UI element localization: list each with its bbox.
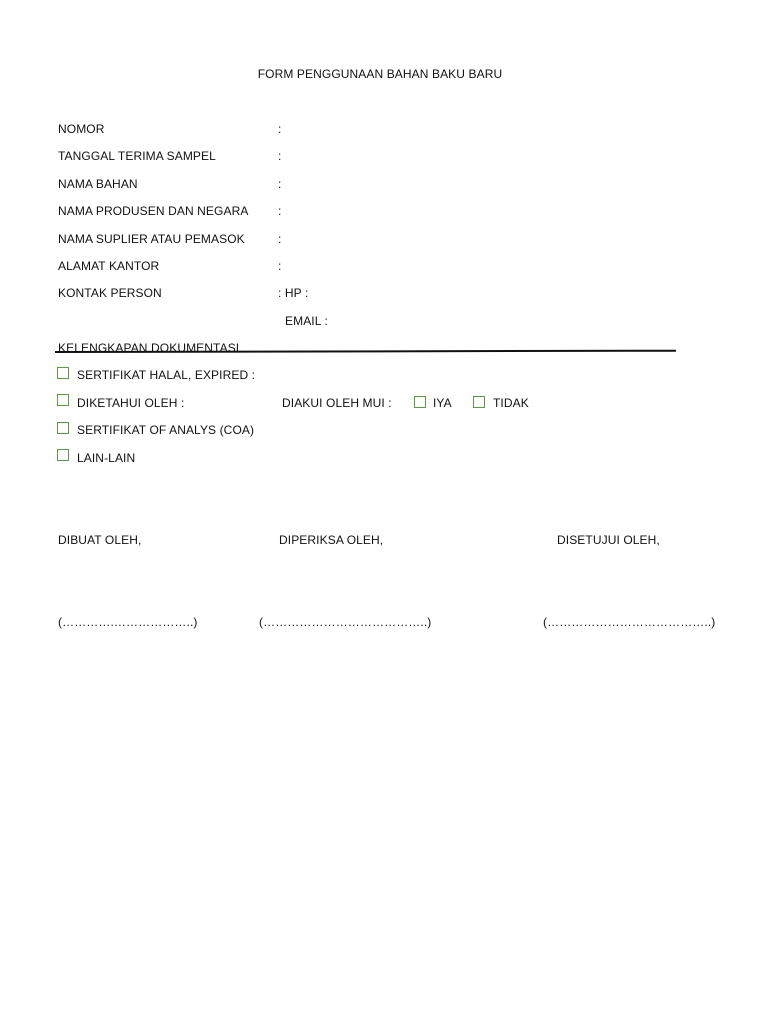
documentation-heading: KELENGKAPAN DOKUMENTASI: [58, 341, 240, 355]
section-divider: [55, 350, 676, 353]
signature-line-checked-by: (…………………………………..): [259, 615, 432, 629]
mui-yes-label: IYA: [433, 396, 452, 410]
others-checkbox[interactable]: [57, 449, 69, 461]
field-label-nama-produsen: NAMA PRODUSEN DAN NEGARA: [58, 204, 249, 218]
coa-checkbox[interactable]: [57, 422, 69, 434]
field-label-tanggal-terima-sampel: TANGGAL TERIMA SAMPEL: [58, 149, 216, 163]
halal-cert-label: SERTIFIKAT HALAL, EXPIRED :: [77, 368, 256, 382]
signature-line-approved-by: (…………………………………..): [543, 615, 716, 629]
field-label-nama-bahan: NAMA BAHAN: [58, 177, 138, 191]
mui-recognition-label: DIAKUI OLEH MUI :: [282, 396, 392, 410]
field-colon-nama-bahan: :: [278, 177, 282, 191]
mui-no-label: TIDAK: [493, 396, 529, 410]
signature-line-made-by: (………….………………..): [58, 615, 198, 629]
coa-label: SERTIFIKAT OF ANALYS (COA): [77, 423, 255, 437]
halal-cert-checkbox[interactable]: [57, 367, 69, 379]
known-by-checkbox[interactable]: [57, 394, 69, 406]
others-label: LAIN-LAIN: [77, 451, 136, 465]
mui-yes-checkbox[interactable]: [414, 396, 426, 408]
field-label-alamat-kantor: ALAMAT KANTOR: [58, 259, 160, 273]
known-by-label: DIKETAHUI OLEH :: [77, 396, 185, 410]
field-colon-nomor: :: [278, 122, 282, 136]
field-label-kontak-person: KONTAK PERSON: [58, 286, 162, 300]
field-label-nomor: NOMOR: [58, 122, 105, 136]
field-colon-tanggal-terima-sampel: :: [278, 149, 282, 163]
field-hp-label: : HP :: [278, 286, 309, 300]
signature-approved-by: DISETUJUI OLEH,: [557, 533, 660, 547]
field-colon-nama-produsen: :: [278, 204, 282, 218]
field-email-label: EMAIL :: [285, 314, 328, 328]
field-colon-nama-suplier: :: [278, 232, 282, 246]
field-label-nama-suplier: NAMA SUPLIER ATAU PEMASOK: [58, 232, 245, 246]
signature-checked-by: DIPERIKSA OLEH,: [279, 533, 384, 547]
form-title: FORM PENGGUNAAN BAHAN BAKU BARU: [257, 67, 503, 81]
signature-made-by: DIBUAT OLEH,: [58, 533, 142, 547]
field-colon-alamat-kantor: :: [278, 259, 282, 273]
mui-no-checkbox[interactable]: [473, 396, 485, 408]
